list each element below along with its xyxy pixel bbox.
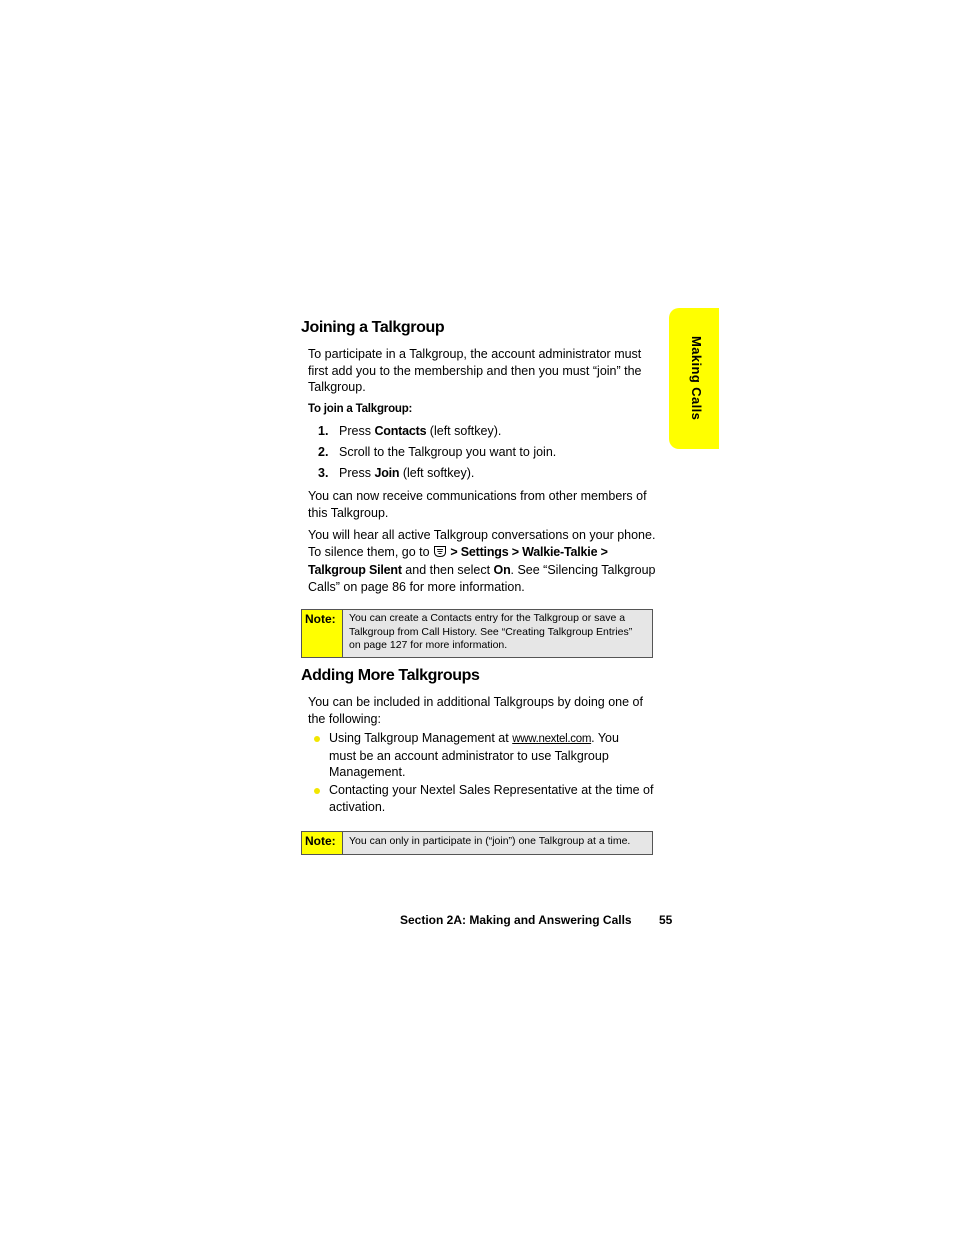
joining-para-2: You can now receive communications from other members of this Talkgroup. xyxy=(308,489,647,520)
joining-intro: To participate in a Talkgroup, the account administrator must first add you to the membership and then you must “join” the Talkgroup. xyxy=(308,347,642,394)
page-number: 55 xyxy=(659,913,673,927)
procedure-title: To join a Talkgroup: xyxy=(308,403,413,415)
menu-key-icon xyxy=(433,545,447,563)
note-label: Note: xyxy=(302,610,343,657)
joining-para-3: You will hear all active Talkgroup conversations on your phone. To silence them, go to > Settings > Walkie-Talkie > Talkgroup Silent and then select On. See “Silencing Talkgroup Calls” on page 86 for more information. xyxy=(308,528,656,594)
bullet-icon xyxy=(314,788,320,794)
section-tab xyxy=(669,308,719,449)
step-3: 3. Press Join (left softkey). xyxy=(318,466,475,480)
adding-intro: You can be included in additional Talkgroups by doing one of the following: xyxy=(308,695,643,726)
nextel-link[interactable]: www.nextel.com xyxy=(512,733,592,745)
bullet-item-1: Using Talkgroup Management at www.nextel.com. You must be an account administrator to use Talkgroup Management. xyxy=(308,730,648,781)
note-box-join xyxy=(301,831,653,855)
heading-adding-talkgroups: Adding More Talkgroups xyxy=(301,667,480,684)
bullet-icon xyxy=(314,736,320,742)
heading-joining-talkgroup: Joining a Talkgroup xyxy=(301,319,445,336)
note-label: Note: xyxy=(302,832,343,854)
bullet-item-2: Contacting your Nextel Sales Representative at the time of activation. xyxy=(308,782,654,815)
step-1: 1. Press Contacts (left softkey). xyxy=(318,424,502,438)
footer-section: Section 2A: Making and Answering Calls xyxy=(400,913,632,927)
section-tab-label: Making Calls xyxy=(689,336,704,421)
note-box-contacts xyxy=(301,609,653,658)
step-2: 2. Scroll to the Talkgroup you want to join. xyxy=(318,445,557,459)
note-text: You can only in participate in (“join”) one Talkgroup at a time. xyxy=(349,835,631,847)
note-text: You can create a Contacts entry for the Talkgroup or save a Talkgroup from Call History. See “Creating Talkgroup Entries” on page 127 for more information. xyxy=(349,612,633,651)
